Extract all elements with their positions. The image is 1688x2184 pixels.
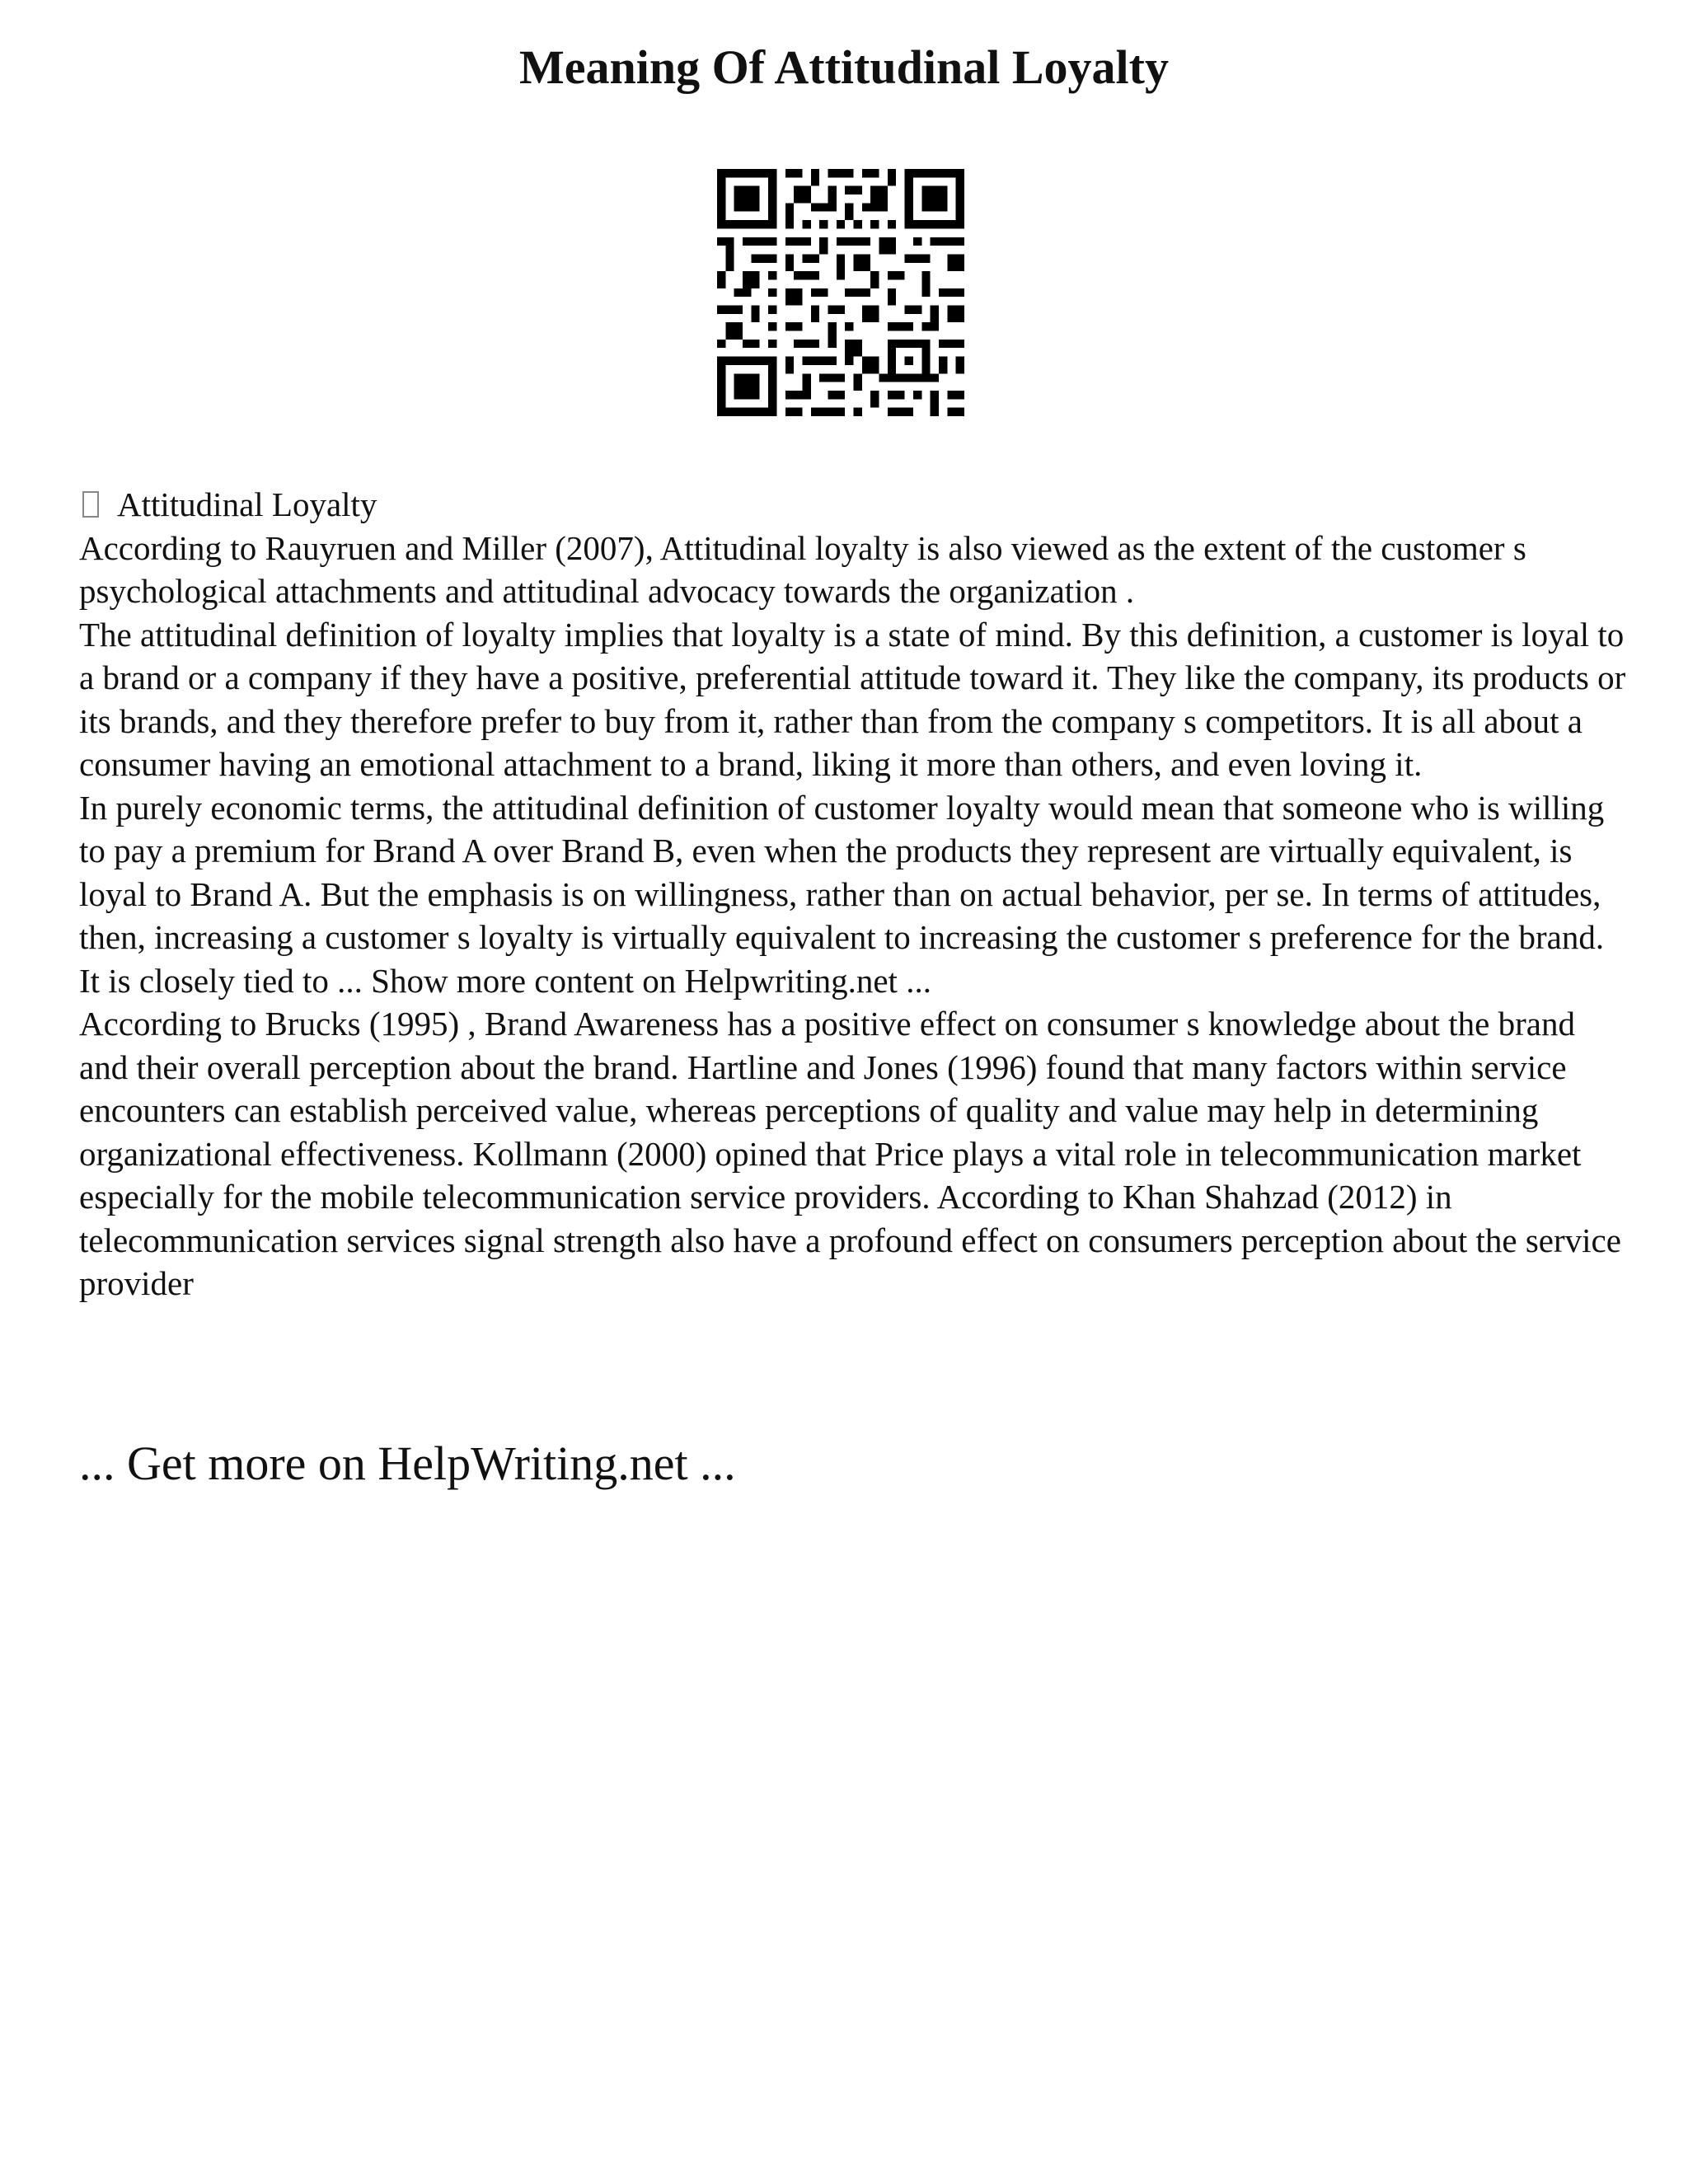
paragraph-brucks: According to Brucks (1995) , Brand Awareness has a positive effect on consumer s knowledge about the brand and their overall perception about the brand. Hartline and Jones (1996) found that many factors within service encounters can establish perceived value, whereas perceptions of quality and value may help in determining organizational effectiveness. Kollmann (2000) opined that Price plays a vital role in telecommunication market especially for the mobile telecommunication service providers. According to Khan Shahzad (2012) in telecommunication services signal strength also have a profound effect on consumers perception about the service provider xyxy=(79,1005,1621,1302)
paragraph-definition: The attitudinal definition of loyalty implies that loyalty is a state of mind. By this definition, a customer is loyal to a brand or a company if they have a positive, preferential attitude toward it. They like the company, its products or its brands, and they therefore prefer to buy from it, rather than from the company s competitors. It is all about a consumer having an emotional attachment to a brand, liking it more than others, and even loving it. xyxy=(79,615,1626,783)
get-more-link[interactable]: ... Get more on HelpWriting.net ... xyxy=(79,1436,736,1490)
qr-code-icon xyxy=(717,169,964,416)
section-heading-text: Attitudinal Loyalty xyxy=(117,485,377,523)
page-title: Meaning Of Attitudinal Loyalty xyxy=(519,40,1169,94)
bullet-box-icon xyxy=(82,491,99,518)
paragraph-rauyruen: According to Rauyruen and Miller (2007), Attitudinal loyalty is also viewed as the extent of the customer s psychological attachments and attitudinal advocacy towards the organization . xyxy=(79,528,1526,610)
article-body xyxy=(79,483,1629,1305)
paragraph-economic: In purely economic terms, the attitudinal definition of customer loyalty would mean that someone who is willing to pay a premium for Brand A over Brand B, even when the products they represent are virtually equivalent, is loyal to Brand A. But the emphasis is on willingness, rather than on actual behavior, per se. In terms of attitudes, then, increasing a customer s loyalty is virtually equivalent to increasing the customer s preference for the brand. It is closely tied to ... Show more content on Helpwriting.net ... xyxy=(79,788,1605,1000)
section-heading xyxy=(79,483,1629,527)
